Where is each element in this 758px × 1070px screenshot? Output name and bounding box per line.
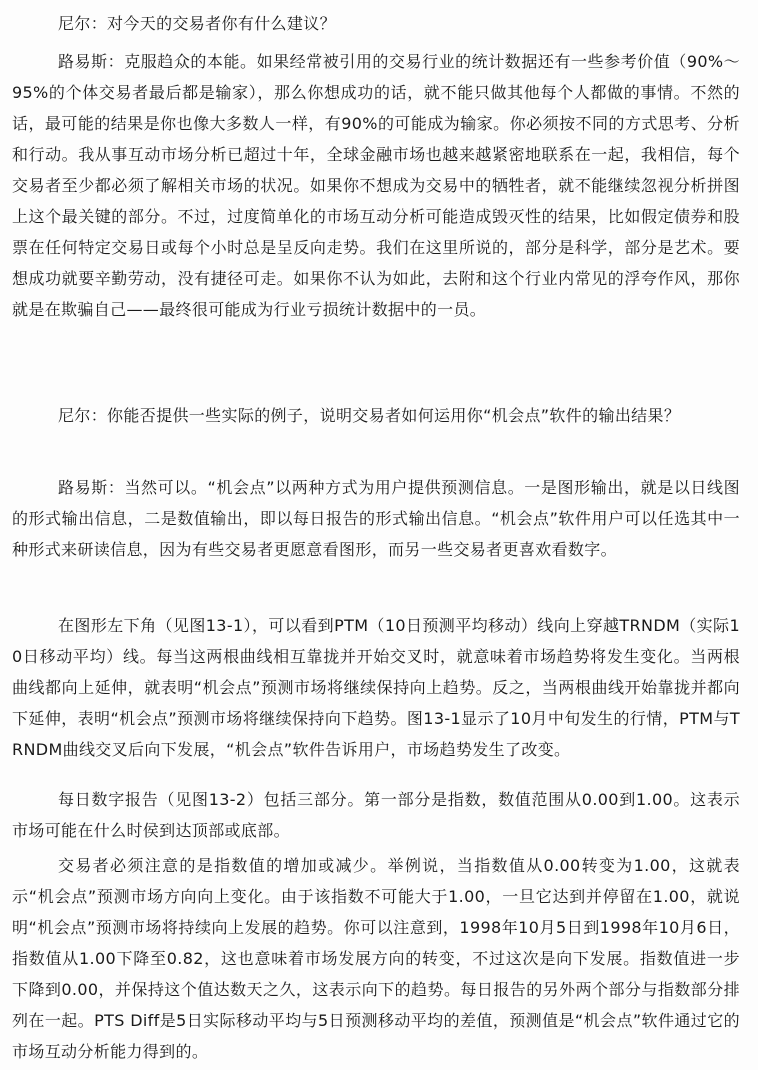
question-1-paragraph: 尼尔：对今天的交易者你有什么建议？ [58,14,336,33]
question-2-paragraph: 尼尔：你能否提供一些实际的例子，说明交易者如何运用你“机会点”软件的输出结果？ [58,406,681,425]
answer-2-paragraph: 路易斯：当然可以。“机会点”以两种方式为用户提供预测信息。一是图形输出，就是以日线图的形式输出信息，二是数值输出，即以每日报告的形式输出信息。“机会点”软件用户可以任选其中一种形式来研读信息，因为有些交易者更愿意看图形，而另一些交易者更喜欢看数字。 [12,478,740,559]
daily-report-paragraph: 每日数字报告（见图13-2）包括三部分。第一部分是指数，数值范围从0.00到1.00。这表示市场可能在什么时侯到达顶部或底部。 [12,790,740,840]
index-value-paragraph: 交易者必须注意的是指数值的增加或减少。举例说，当指数值从0.00转变为1.00，这就表示“机会点”预测市场方向向上变化。由于该指数不可能大于1.00，一旦它达到并停留在1.00，就说明“机会点”预测市场将持续向上发展的趋势。你可以注意到，1998年10月5日到1998年10月6日，指数值从1.00下降至0.82，这也意味着市场发展方向的转变，不过这次是向下发展。指数值进一步下降到0.00，并保持这个值达数天之久，这表示向下的趋势。每日报告的另外两个部分与指数部分排列在一起。PTS Diff是5日实际移动平均与5日预测移动平均的差值，预测值是“机会点”软件通过它的市场互动分析能力得到的。 [12,856,740,1061]
figure-13-1-explanation-paragraph: 在图形左下角（见图13-1），可以看到PTM（10日预测平均移动）线向上穿越TRNDM（实际10日移动平均）线。每当这两根曲线相互靠拢并开始交叉时，就意味着市场趋势将发生变化。当两根曲线都向上延伸，就表明“机会点”预测市场将继续保持向上趋势。反之，当两根曲线开始靠拢并都向下延伸，表明“机会点”预测市场将继续保持向下趋势。图13-1显示了10月中旬发生的行情，PTM与TRNDM曲线交叉后向下发展，“机会点”软件告诉用户，市场趋势发生了改变。 [12,616,740,759]
answer-1-paragraph: 路易斯：克服趋众的本能。如果经常被引用的交易行业的统计数据还有一些参考价值（90%～95%的个体交易者最后都是输家），那么你想成功的话，就不能只做其他每个人都做的事情。不然的话，最可能的结果是你也像大多数人一样，有90%的可能成为输家。你必须按不同的方式思考、分析和行动。我从事互动市场分析已超过十年，全球金融市场也越来越紧密地联系在一起，我相信，每个交易者至少都必须了解相关市场的状况。如果你不想成为交易中的牺牲者，就不能继续忽视分析拼图上这个最关键的部分。不过，过度简单化的市场互动分析可能造成毁灭性的结果，比如假定债券和股票在任何特定交易日或每个小时总是呈反向走势。我们在这里所说的，部分是科学，部分是艺术。要想成功就要辛勤劳动，没有捷径可走。如果你不认为如此，去附和这个行业内常见的浮夸作风，那你就是在欺骗自己——最终很可能成为行业亏损统计数据中的一员。 [12,52,740,319]
